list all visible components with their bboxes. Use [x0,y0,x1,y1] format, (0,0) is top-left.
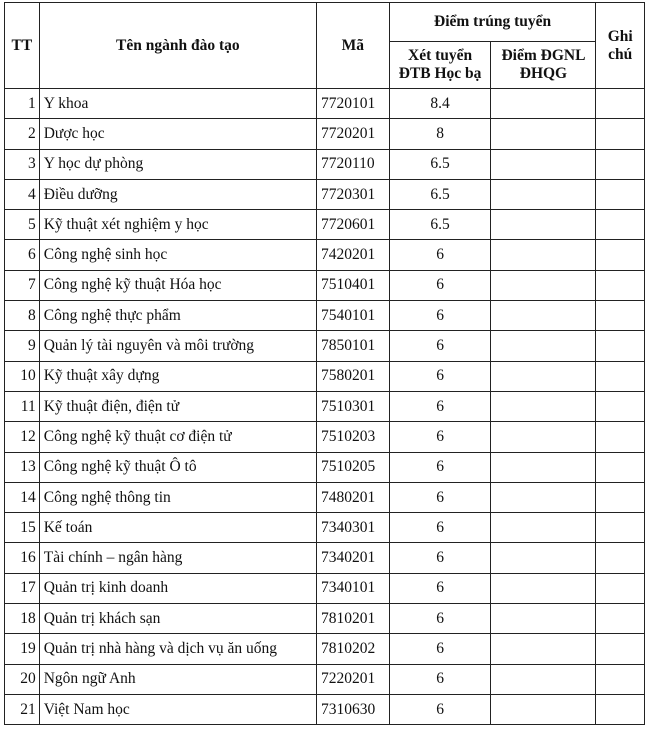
header-note-line2: chú [608,45,633,63]
major-code-cell: 7850101 [316,331,389,361]
major-name-cell: Y khoa [39,89,316,119]
transcript-score-cell: 6 [389,270,491,300]
dgnl-score-cell [491,89,596,119]
transcript-score-cell: 6 [389,331,491,361]
major-name-cell: Quản trị kinh doanh [39,573,316,603]
table-row [5,513,645,543]
header-note-line1: Ghi [607,27,633,45]
major-code-cell: 7720201 [316,119,389,149]
note-cell [596,89,645,119]
major-code-cell: 7720601 [316,210,389,240]
header-dgnl-line2: ĐHQG [519,65,568,82]
table-row [5,694,645,724]
dgnl-score-cell [491,422,596,452]
tt-cell: 10 [5,361,40,391]
dgnl-score-cell [491,179,596,209]
note-cell [596,664,645,694]
major-name-cell: Kế toán [39,513,316,543]
tt-cell: 19 [5,634,40,664]
table-row [5,543,645,573]
note-cell [596,604,645,634]
major-code-cell: 7340101 [316,573,389,603]
dgnl-score-cell [491,694,596,724]
tt-cell: 7 [5,270,40,300]
major-code-cell: 7310630 [316,694,389,724]
major-name-cell: Tài chính – ngân hàng [39,543,316,573]
dgnl-score-cell [491,119,596,149]
note-cell [596,361,645,391]
transcript-score-cell: 6 [389,664,491,694]
major-name-cell: Kỹ thuật xây dựng [39,361,316,391]
major-name-cell: Kỹ thuật điện, điện tử [39,391,316,421]
major-name-cell: Công nghệ thông tin [39,482,316,512]
dgnl-score-cell [491,543,596,573]
transcript-score-cell: 6 [389,573,491,603]
major-name-cell: Quản trị nhà hàng và dịch vụ ăn uống [39,634,316,664]
tt-cell: 21 [5,694,40,724]
major-code-cell: 7340301 [316,513,389,543]
dgnl-score-cell [491,331,596,361]
major-name-cell: Quản lý tài nguyên và môi trường [39,331,316,361]
transcript-score-cell: 6 [389,482,491,512]
table-row [5,179,645,209]
note-cell [596,694,645,724]
tt-cell: 14 [5,482,40,512]
tt-cell: 3 [5,149,40,179]
dgnl-score-cell [491,664,596,694]
table-row [5,361,645,391]
note-cell [596,482,645,512]
transcript-score-cell: 8 [389,119,491,149]
tt-cell: 12 [5,422,40,452]
major-name-cell: Quản trị khách sạn [39,604,316,634]
header-major-name: Tên ngành đào tạo [39,3,316,89]
tt-cell: 18 [5,604,40,634]
dgnl-score-cell [491,513,596,543]
note-cell [596,301,645,331]
header-admission-score: Điểm trúng tuyển [389,3,596,42]
dgnl-score-cell [491,149,596,179]
major-code-cell: 7420201 [316,240,389,270]
note-cell [596,179,645,209]
table-row [5,149,645,179]
transcript-score-cell: 6 [389,361,491,391]
transcript-score-cell: 6.5 [389,210,491,240]
tt-cell: 4 [5,179,40,209]
major-code-cell: 7220201 [316,664,389,694]
tt-cell: 8 [5,301,40,331]
header-transcript-line1: Xét tuyển [408,47,473,64]
note-cell [596,119,645,149]
transcript-score-cell: 6 [389,452,491,482]
major-code-cell: 7540101 [316,301,389,331]
dgnl-score-cell [491,604,596,634]
transcript-score-cell: 6 [389,301,491,331]
transcript-score-cell: 6 [389,391,491,421]
major-code-cell: 7510401 [316,270,389,300]
transcript-score-cell: 6.5 [389,179,491,209]
major-name-cell: Việt Nam học [39,694,316,724]
major-code-cell: 7720110 [316,149,389,179]
major-code-cell: 7810202 [316,634,389,664]
header-transcript-line2: ĐTB Học bạ [398,65,482,82]
note-cell [596,543,645,573]
note-cell [596,573,645,603]
major-name-cell: Công nghệ kỹ thuật Hóa học [39,270,316,300]
admission-scores-table [4,2,645,725]
tt-cell: 11 [5,391,40,421]
table-row [5,604,645,634]
transcript-score-cell: 6 [389,604,491,634]
transcript-score-cell: 6.5 [389,149,491,179]
table-row [5,422,645,452]
note-cell [596,149,645,179]
table-row [5,664,645,694]
table-row [5,89,645,119]
header-dgnl-line1: Điểm ĐGNL [501,47,586,64]
major-name-cell: Y học dự phòng [39,149,316,179]
note-cell [596,240,645,270]
tt-cell: 1 [5,89,40,119]
major-name-cell: Công nghệ kỹ thuật Ô tô [39,452,316,482]
tt-cell: 17 [5,573,40,603]
table-row [5,391,645,421]
table-row [5,301,645,331]
major-code-cell: 7810201 [316,604,389,634]
dgnl-score-cell [491,301,596,331]
table-row [5,119,645,149]
table-row [5,482,645,512]
transcript-score-cell: 6 [389,513,491,543]
major-code-cell: 7580201 [316,361,389,391]
admission-table-container [4,2,645,725]
table-row [5,210,645,240]
major-name-cell: Dược học [39,119,316,149]
header-note [596,3,645,89]
note-cell [596,331,645,361]
header-row-top [5,3,645,42]
dgnl-score-cell [491,361,596,391]
tt-cell: 16 [5,543,40,573]
header-code: Mã [316,3,389,89]
dgnl-score-cell [491,452,596,482]
major-code-cell: 7510203 [316,422,389,452]
table-row [5,270,645,300]
note-cell [596,210,645,240]
table-row [5,634,645,664]
note-cell [596,634,645,664]
table-body [5,89,645,725]
note-cell [596,513,645,543]
dgnl-score-cell [491,634,596,664]
dgnl-score-cell [491,210,596,240]
major-name-cell: Điều dưỡng [39,179,316,209]
tt-cell: 2 [5,119,40,149]
note-cell [596,422,645,452]
major-code-cell: 7510301 [316,391,389,421]
dgnl-score-cell [491,270,596,300]
table-row [5,452,645,482]
tt-cell: 5 [5,210,40,240]
major-name-cell: Công nghệ kỹ thuật cơ điện tử [39,422,316,452]
major-code-cell: 7720101 [316,89,389,119]
note-cell [596,391,645,421]
tt-cell: 20 [5,664,40,694]
tt-cell: 6 [5,240,40,270]
major-name-cell: Ngôn ngữ Anh [39,664,316,694]
transcript-score-cell: 6 [389,694,491,724]
tt-cell: 9 [5,331,40,361]
dgnl-score-cell [491,573,596,603]
transcript-score-cell: 6 [389,422,491,452]
major-code-cell: 7720301 [316,179,389,209]
major-code-cell: 7510205 [316,452,389,482]
table-row [5,331,645,361]
header-dgnl-score [491,42,596,89]
note-cell [596,270,645,300]
dgnl-score-cell [491,391,596,421]
header-tt: TT [5,3,40,89]
transcript-score-cell: 6 [389,240,491,270]
transcript-score-cell: 8.4 [389,89,491,119]
transcript-score-cell: 6 [389,543,491,573]
header-transcript-score [389,42,491,89]
major-code-cell: 7480201 [316,482,389,512]
table-row [5,573,645,603]
note-cell [596,452,645,482]
major-name-cell: Công nghệ sinh học [39,240,316,270]
transcript-score-cell: 6 [389,634,491,664]
tt-cell: 13 [5,452,40,482]
table-row [5,240,645,270]
tt-cell: 15 [5,513,40,543]
major-name-cell: Kỹ thuật xét nghiệm y học [39,210,316,240]
dgnl-score-cell [491,482,596,512]
major-code-cell: 7340201 [316,543,389,573]
major-name-cell: Công nghệ thực phẩm [39,301,316,331]
dgnl-score-cell [491,240,596,270]
